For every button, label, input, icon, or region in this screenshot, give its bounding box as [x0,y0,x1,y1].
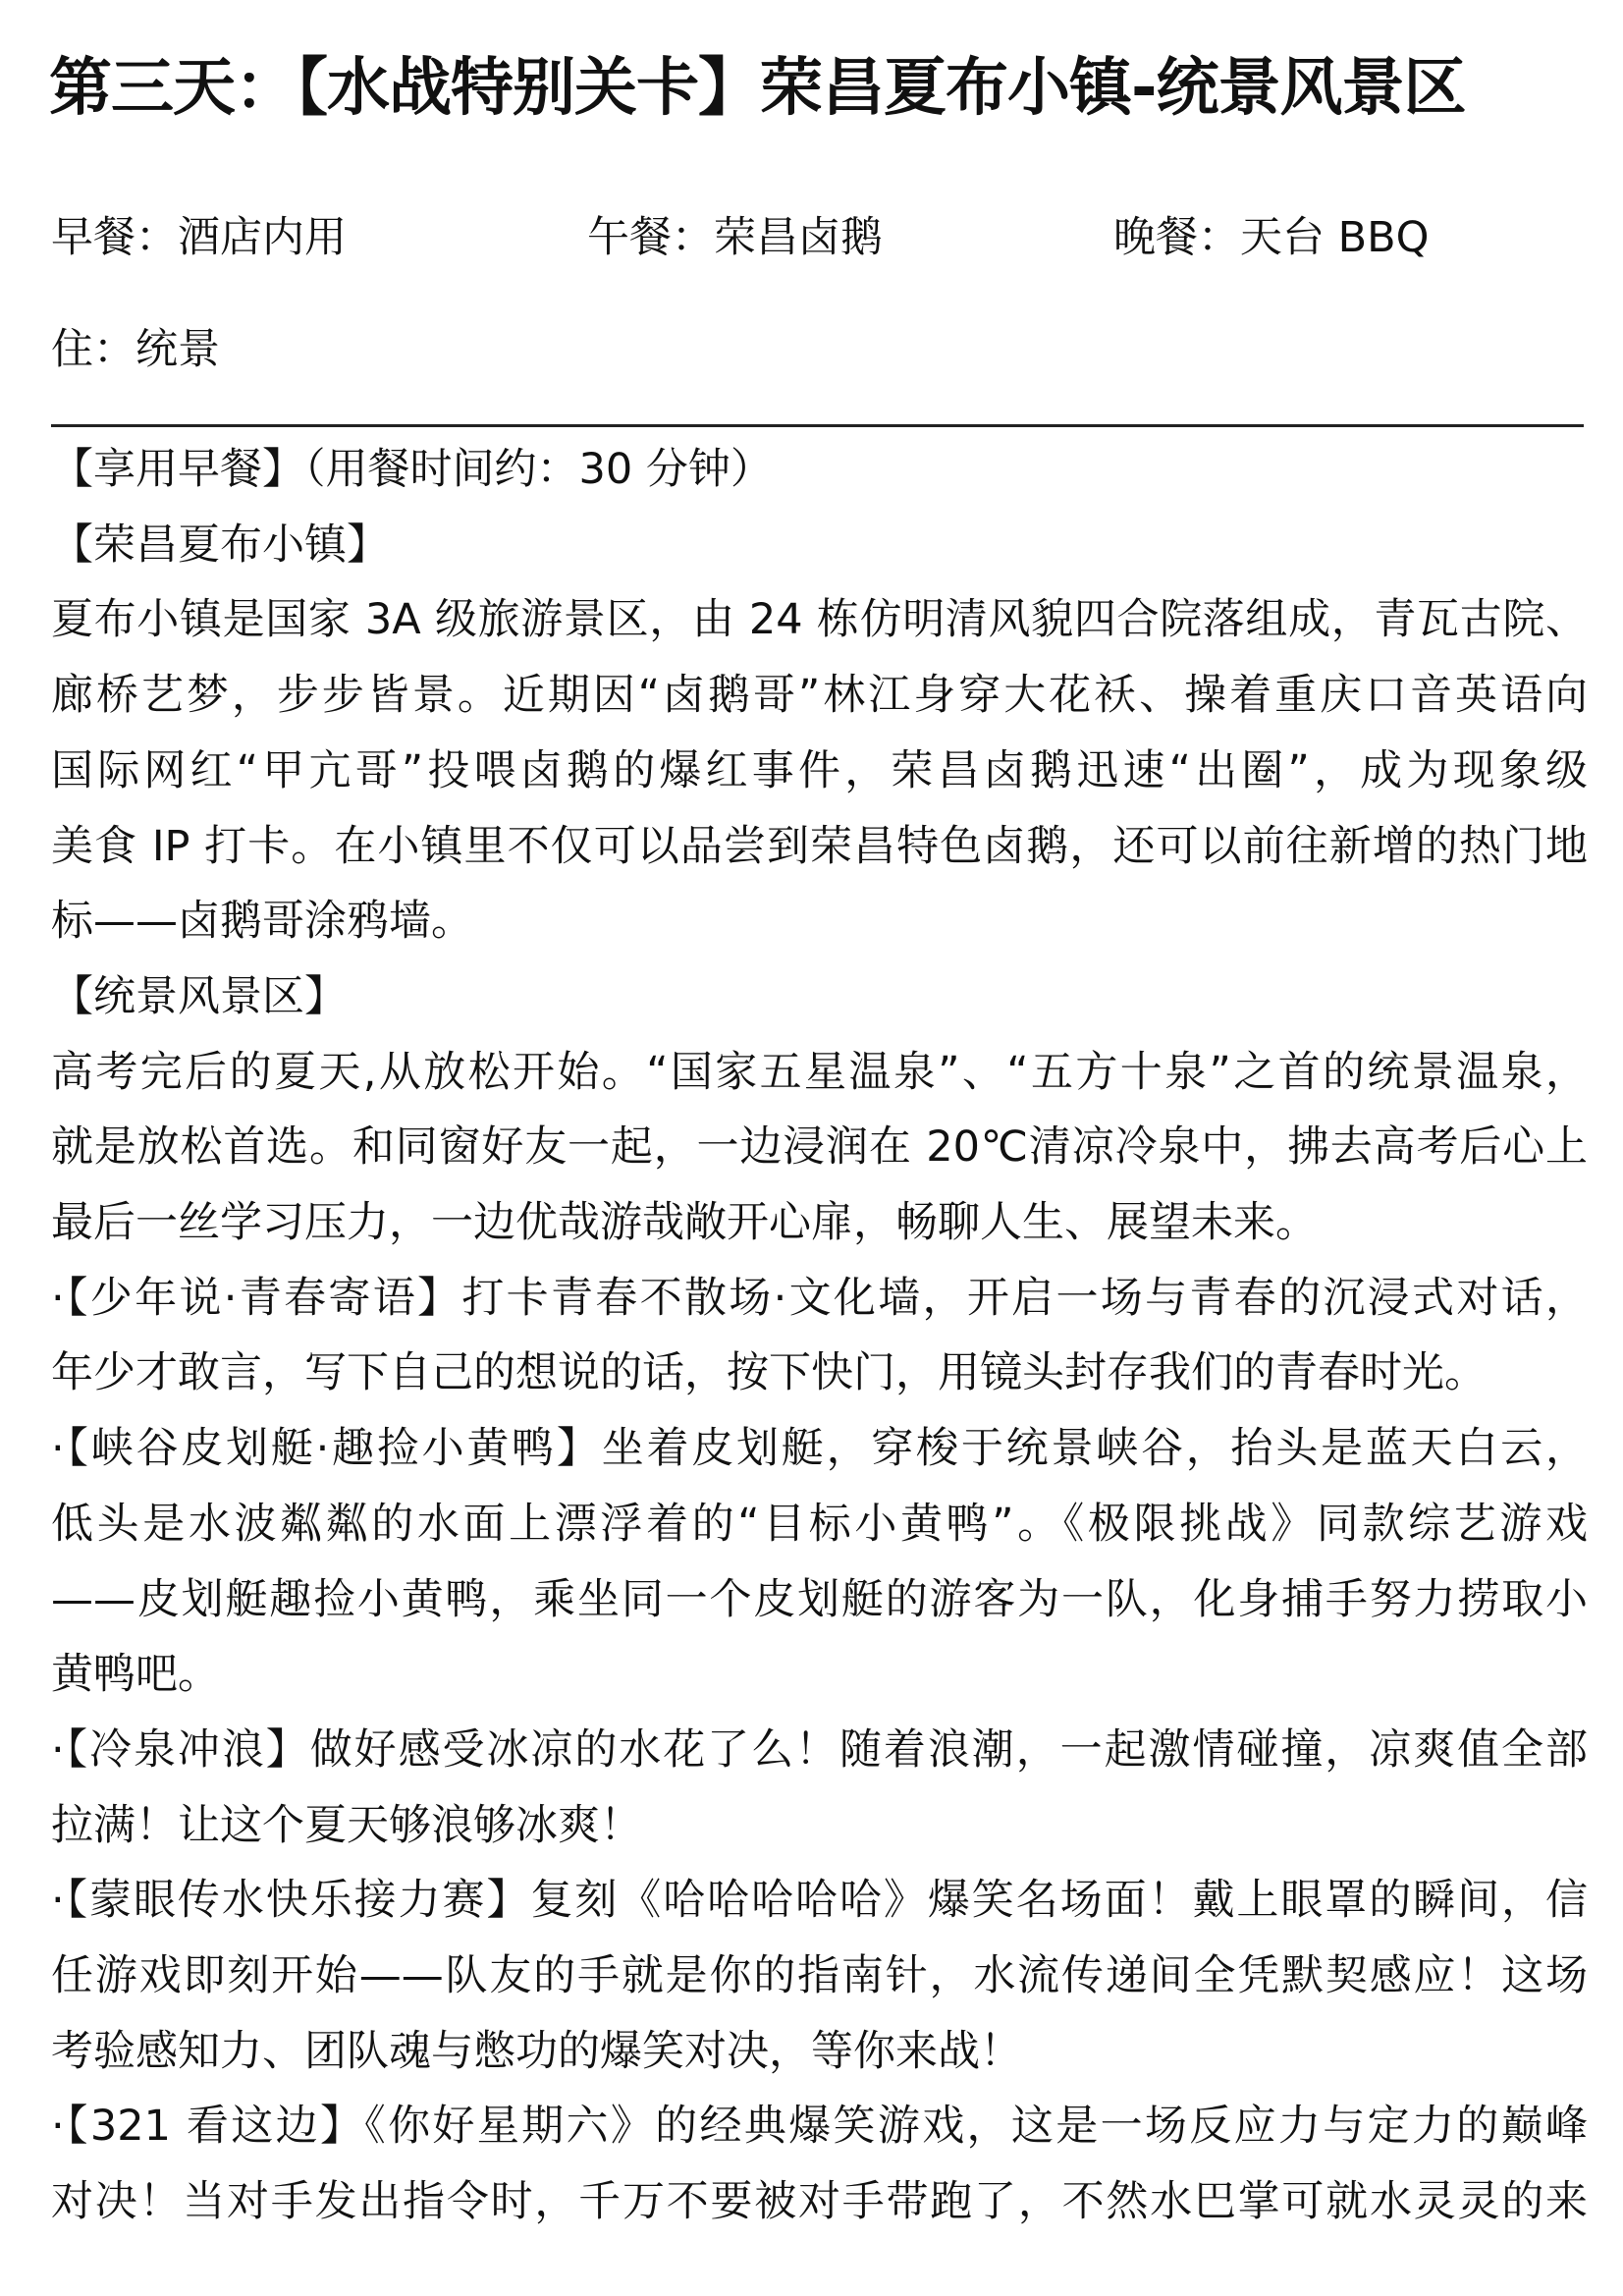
body-line: ·【峡谷皮划艇·趣捡小黄鸭】坐着皮划艇，穿梭于统景峡谷，抬头是蓝天白云， [51,1424,1588,1474]
dinner-info: 晚餐：天台 BBQ [1113,213,1430,262]
body-line: 【荣昌夏布小镇】 [51,519,389,570]
body-line: 美食 IP 打卡。在小镇里不仅可以品尝到荣昌特色卤鹅，还可以前往新增的热门地 [51,821,1588,871]
body-line: 夏布小镇是国家 3A 级旅游景区，由 24 栋仿明清风貌四合院落组成，青瓦古院、 [51,595,1588,645]
body-line: ·【冷泉冲浪】做好感受冰凉的水花了么！随着浪潮，一起激情碰撞，凉爽值全部 [51,1724,1588,1775]
divider [51,424,1584,427]
body-line: 拉满！让这个夏天够浪够冰爽！ [51,1800,642,1850]
body-line: 【统景风景区】 [51,971,347,1021]
body-line: 低头是水波粼粼的水面上漂浮着的“目标小黄鸭”。《极限挑战》同款综艺游戏 [51,1499,1588,1549]
body-line: 廊桥艺梦，步步皆景。近期因“卤鹅哥”林江身穿大花袄、操着重庆口音英语向 [51,671,1588,721]
body-line: 年少才敢言，写下自己的想说的话，按下快门，用镜头封存我们的青春时光。 [51,1348,1487,1398]
itinerary-body [51,432,1588,2240]
body-line: 对决！当对手发出指令时，千万不要被对手带跑了，不然水巴掌可就水灵灵的来 [51,2177,1588,2227]
body-line: ·【321 看这边】《你好星期六》的经典爆笑游戏，这是一场反应力与定力的巅峰 [51,2102,1588,2152]
body-line: ——皮划艇趣捡小黄鸭，乘坐同一个皮划艇的游客为一队，化身捕手努力捞取小 [51,1574,1588,1624]
body-line: 【享用早餐】（用餐时间约：30 分钟） [51,445,773,494]
body-line: 高考完后的夏天,从放松开始。“国家五星温泉”、“五方十泉”之首的统景温泉， [51,1047,1588,1097]
accommodation-info: 住：统景 [51,325,220,374]
body-line: 最后一丝学习压力，一边优哉游哉敞开心扉，畅聊人生、展望未来。 [51,1198,1318,1248]
body-line: 标——卤鹅哥涂鸦墙。 [51,897,473,947]
body-line: 国际网红“甲亢哥”投喂卤鹅的爆红事件，荣昌卤鹅迅速“出圈”，成为现象级 [51,745,1588,795]
body-line: 任游戏即刻开始——队友的手就是你的指南针，水流传递间全凭默契感应！这场 [51,1951,1588,2001]
body-line: 考验感知力、团队魂与憋功的爆笑对决，等你来战！ [51,2026,1022,2076]
lunch-info: 午餐：荣昌卤鹅 [587,213,883,262]
body-line: 就是放松首选。和同窗好友一起，一边浸润在 20℃清凉冷泉中，拂去高考后心上 [51,1122,1588,1173]
page-title: 第三天：【水战特别关卡】荣昌夏布小镇-统景风景区 [49,52,1466,125]
breakfast-info: 早餐：酒店内用 [51,213,347,262]
body-line: ·【蒙眼传水快乐接力赛】复刻《哈哈哈哈哈》爆笑名场面！戴上眼罩的瞬间，信 [51,1876,1588,1926]
body-line: 黄鸭吧。 [51,1650,220,1700]
body-line: ·【少年说·青春寄语】打卡青春不散场·文化墙，开启一场与青春的沉浸式对话， [51,1273,1588,1323]
